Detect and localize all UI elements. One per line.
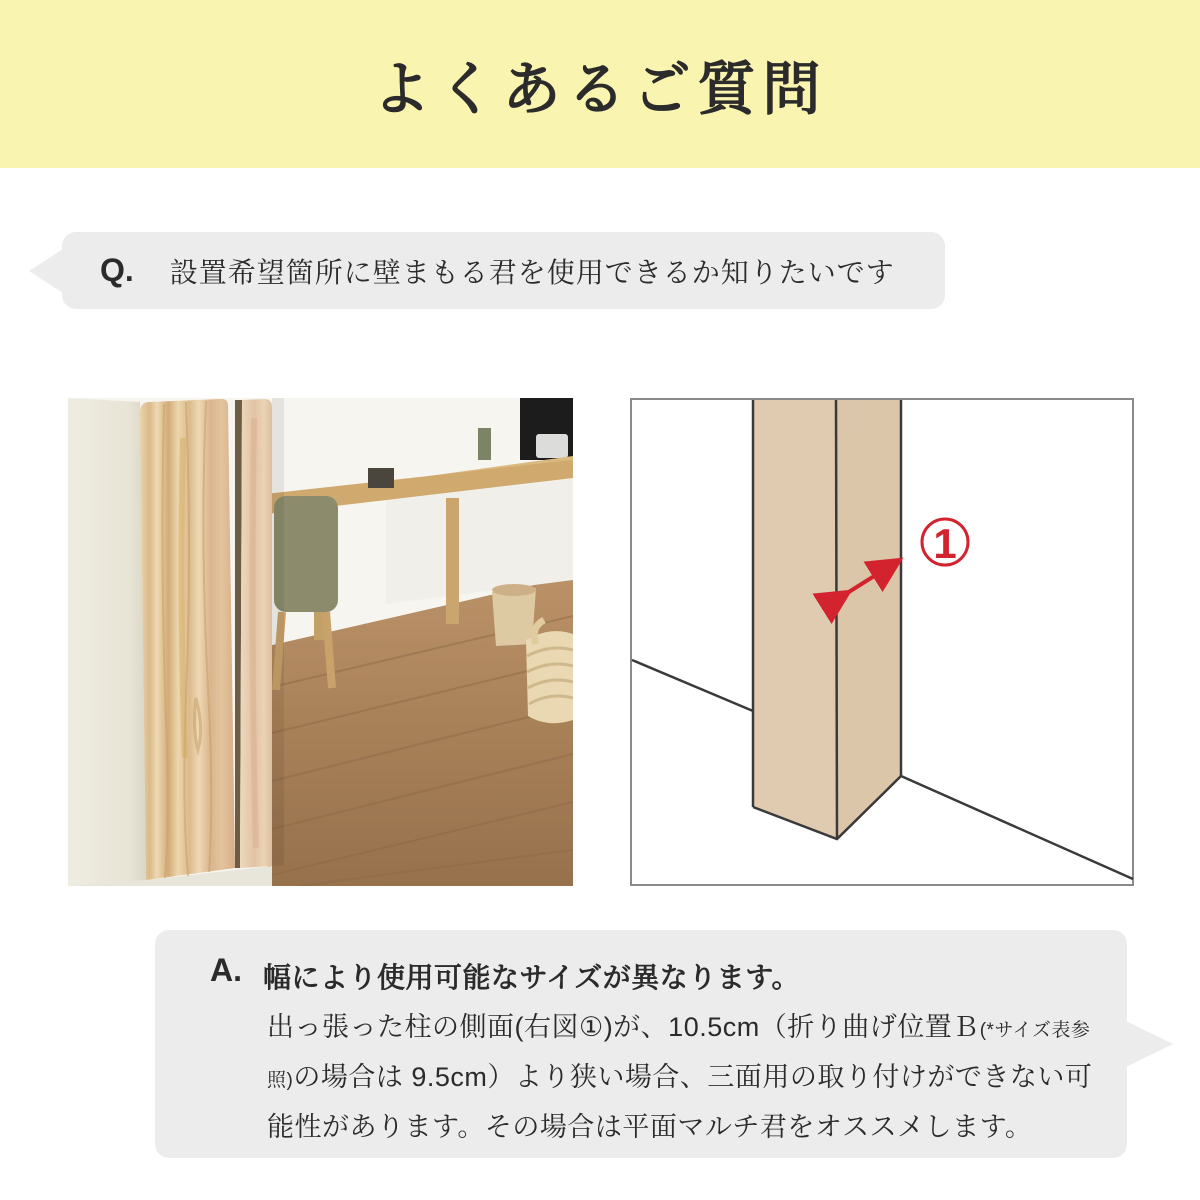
- answer-body-text: 出っ張った柱の側面(右図①)が、10.5cm（折り曲げ位置Ｂ: [267, 1012, 980, 1042]
- answer-bubble-tail: [1126, 1021, 1173, 1067]
- answer-label: A.: [210, 952, 242, 988]
- question-bubble-tail: [29, 249, 63, 293]
- callout-number: 1: [933, 520, 957, 567]
- pillar-diagram: [630, 398, 1134, 886]
- wooden-bin: [492, 588, 536, 646]
- desk-clock: [368, 468, 394, 488]
- pillar-diagram-scene: [630, 398, 1134, 886]
- answer-body: [267, 1004, 1095, 1150]
- product-photo: [68, 398, 573, 886]
- faq-banner: [0, 0, 1200, 168]
- shelf-device: [536, 434, 568, 458]
- answer-body-text: の場合は 9.5cm）より狭い場合、三面用の取り付けができない可能性があります。その場合は平面マルチ君をオススメします。: [267, 1062, 1093, 1142]
- corner-shadow: [272, 398, 284, 866]
- corner-wall-left: [68, 398, 146, 886]
- counter-vase: [478, 428, 491, 460]
- pillar-side-face: [836, 400, 901, 839]
- answer-heading: 幅により使用可能なサイズが異なります。: [263, 962, 801, 993]
- wooden-bin-rim: [492, 584, 536, 596]
- question-label: Q.: [100, 252, 134, 288]
- answer-bubble: [155, 930, 1127, 1158]
- desk-leg: [446, 498, 459, 624]
- question-text: 設置希望箇所に壁まもる君を使用できるか知りたいです: [169, 256, 895, 288]
- product-photo-scene: [68, 398, 573, 886]
- page-title: よくあるご質問: [372, 57, 828, 122]
- question-bubble: [62, 232, 945, 309]
- pillar-front-face: [753, 400, 837, 839]
- answer-body-note: (*サイズ表参照): [267, 1020, 1091, 1091]
- right-plank-streak: [252, 418, 256, 848]
